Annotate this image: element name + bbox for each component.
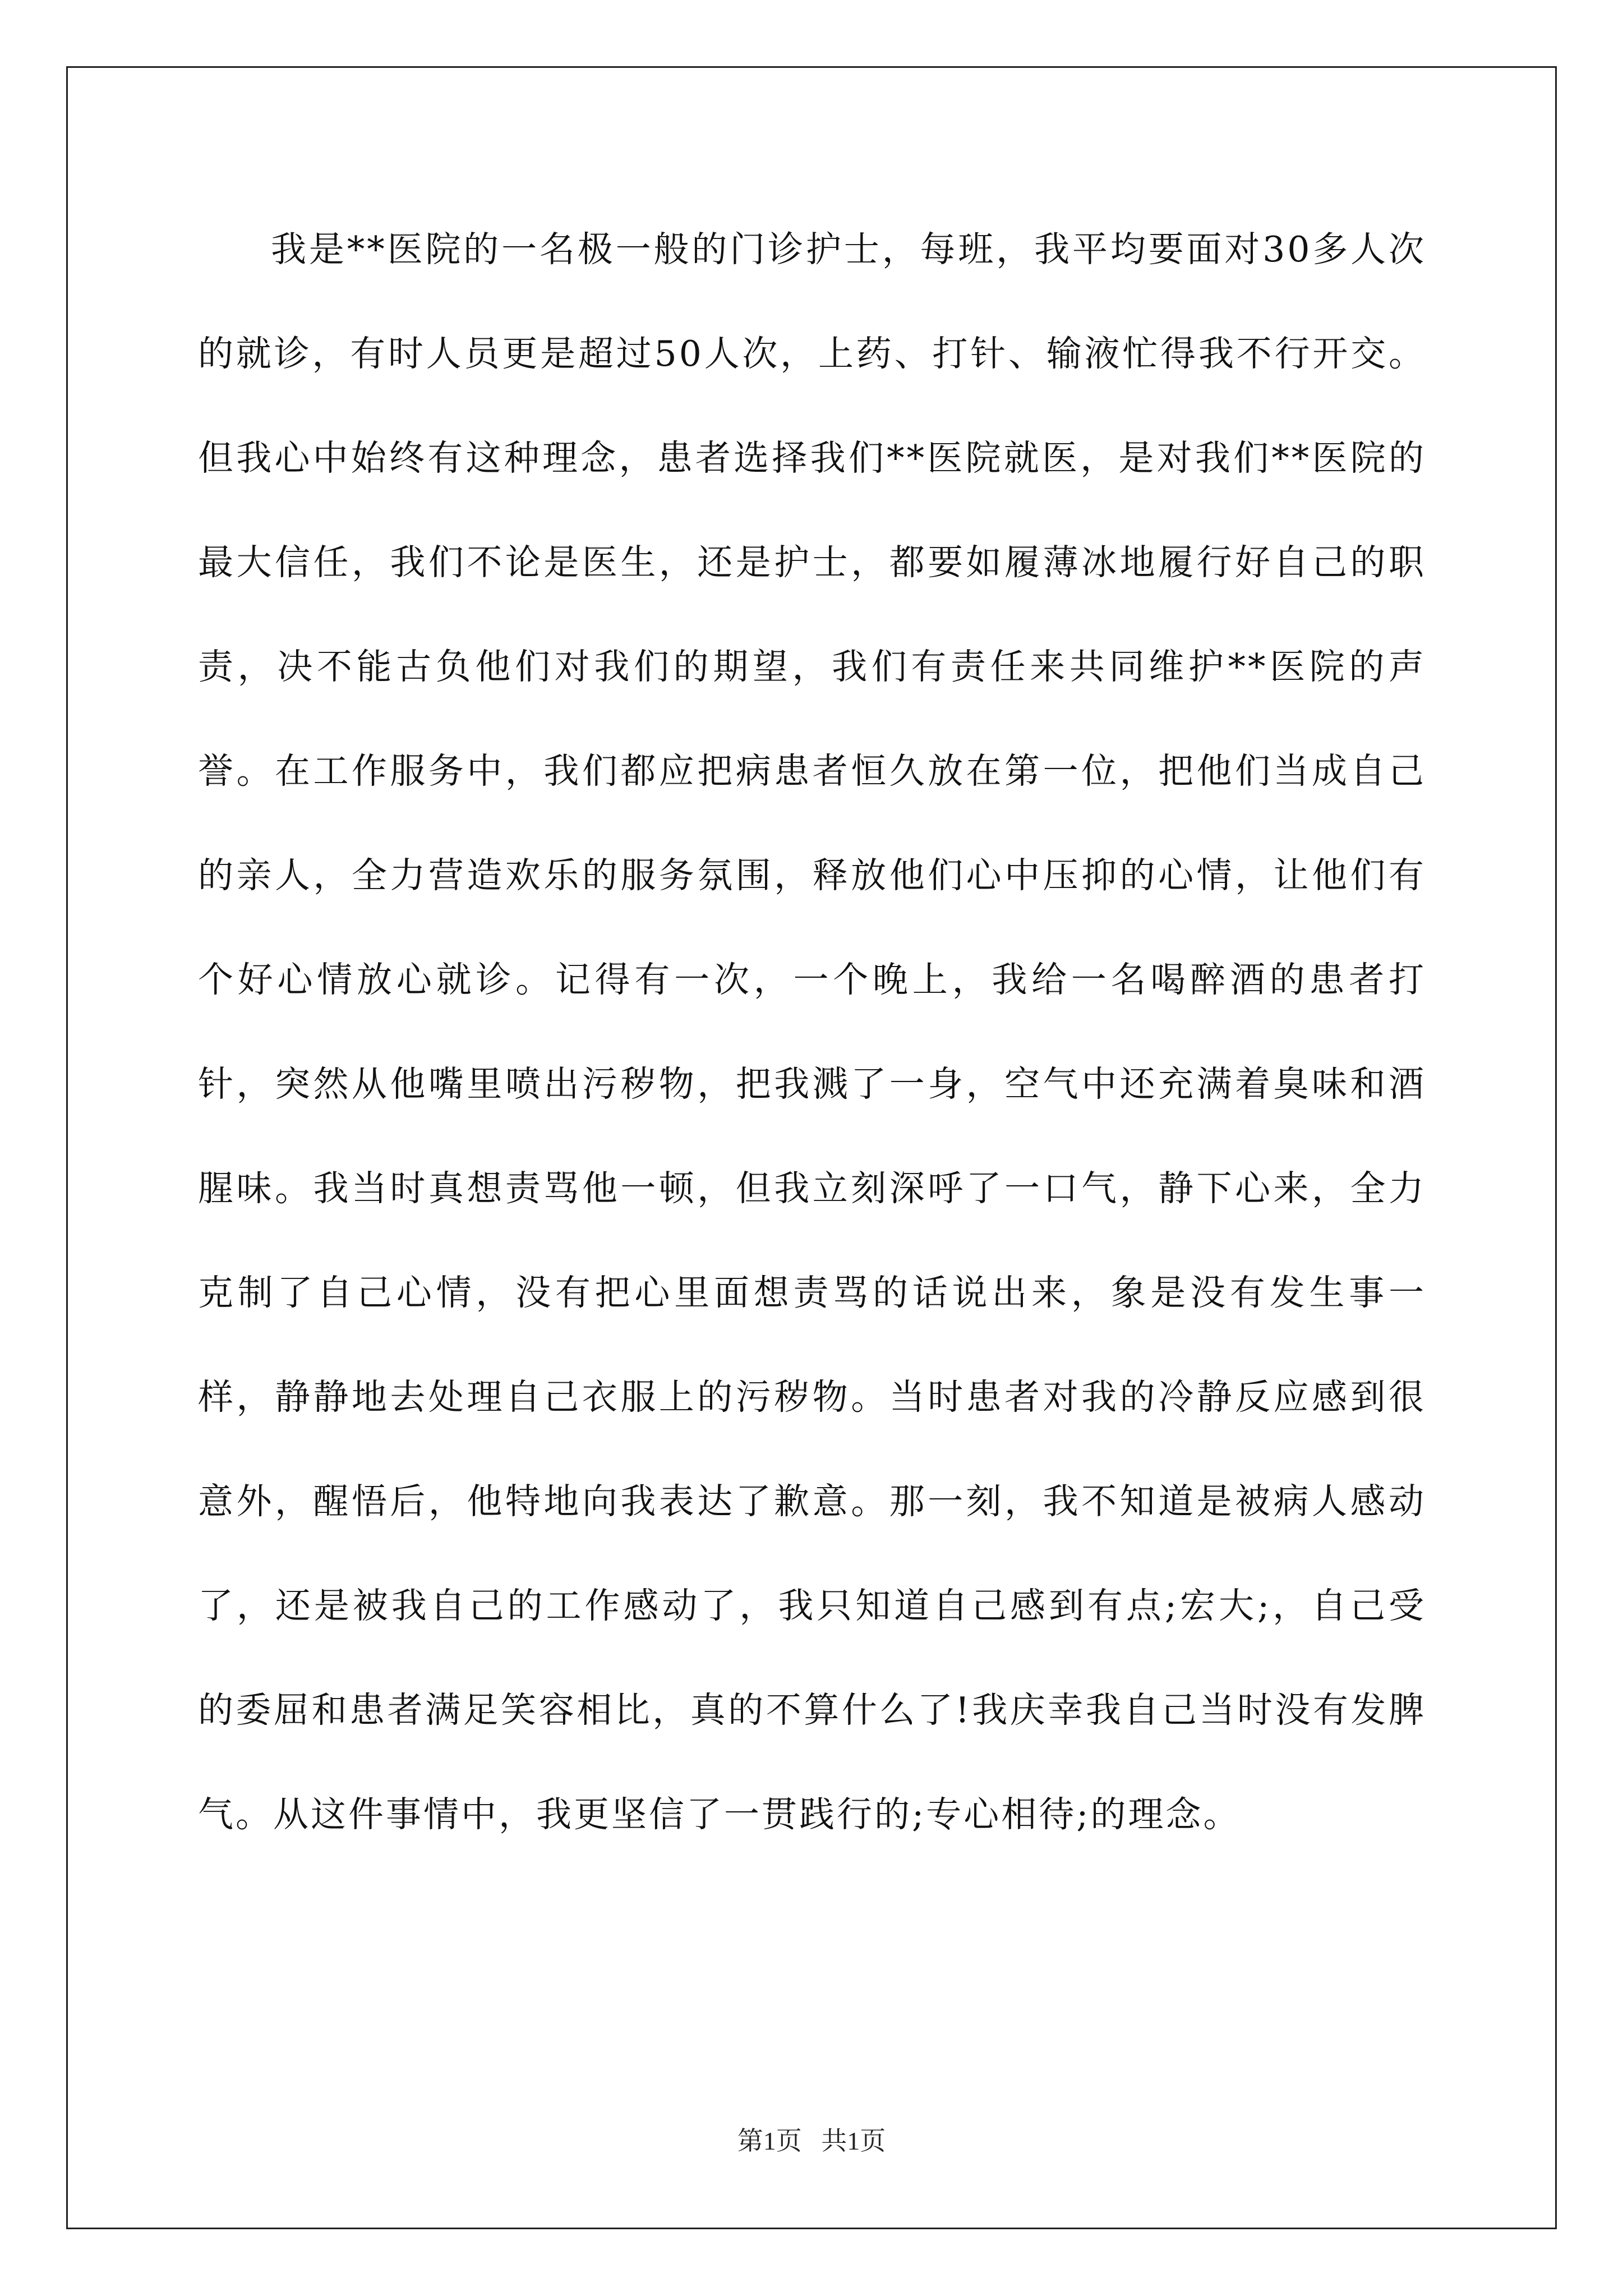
body-paragraph: 我是**医院的一名极一般的门诊护士，每班，我平均要面对30多人次的就诊，有时人员更是超过50人次，上药、打针、输液忙得我不行开交。但我心中始终有这种理念，患者选择我们**医院就医，是对我们**医院的最大信任，我们不论是医生，还是护士，都要如履薄冰地履行好自己的职责，决不能古负他们对我们的期望，我们有责任来共同维护**医院的声誉。在工作服务中，我们都应把病患者恒久放在第一位，把他们当成自己的亲人，全力营造欢乐的服务氛围，释放他们心中压抑的心情，让他们有个好心情放心就诊。记得有一次，一个晚上，我给一名喝醉酒的患者打针，突然从他嘴里喷出污秽物，把我溅了一身，空气中还充满着臭味和酒腥味。我当时真想责骂他一顿，但我立刻深呼了一口气，静下心来，全力克制了自己心情，没有把心里面想责骂的话说出来，象是没有发生事一样，静静地去处理自己衣服上的污秽物。当时患者对我的冷静反应感到很意外，醒悟后，他特地向我表达了歉意。那一刻，我不知道是被病人感动了，还是被我自己的工作感动了，我只知道自己感到有点;宏大;，自己受的委屈和患者满足笑容相比，真的不算什么了!我庆幸我自己当时没有发脾气。从这件事情中，我更坚信了一贯践行的;专心相待;的理念。 — [198, 229, 1426, 1835]
document-body — [198, 197, 1426, 1867]
page-number-footer: 第1页 共1页 — [737, 2127, 886, 2155]
